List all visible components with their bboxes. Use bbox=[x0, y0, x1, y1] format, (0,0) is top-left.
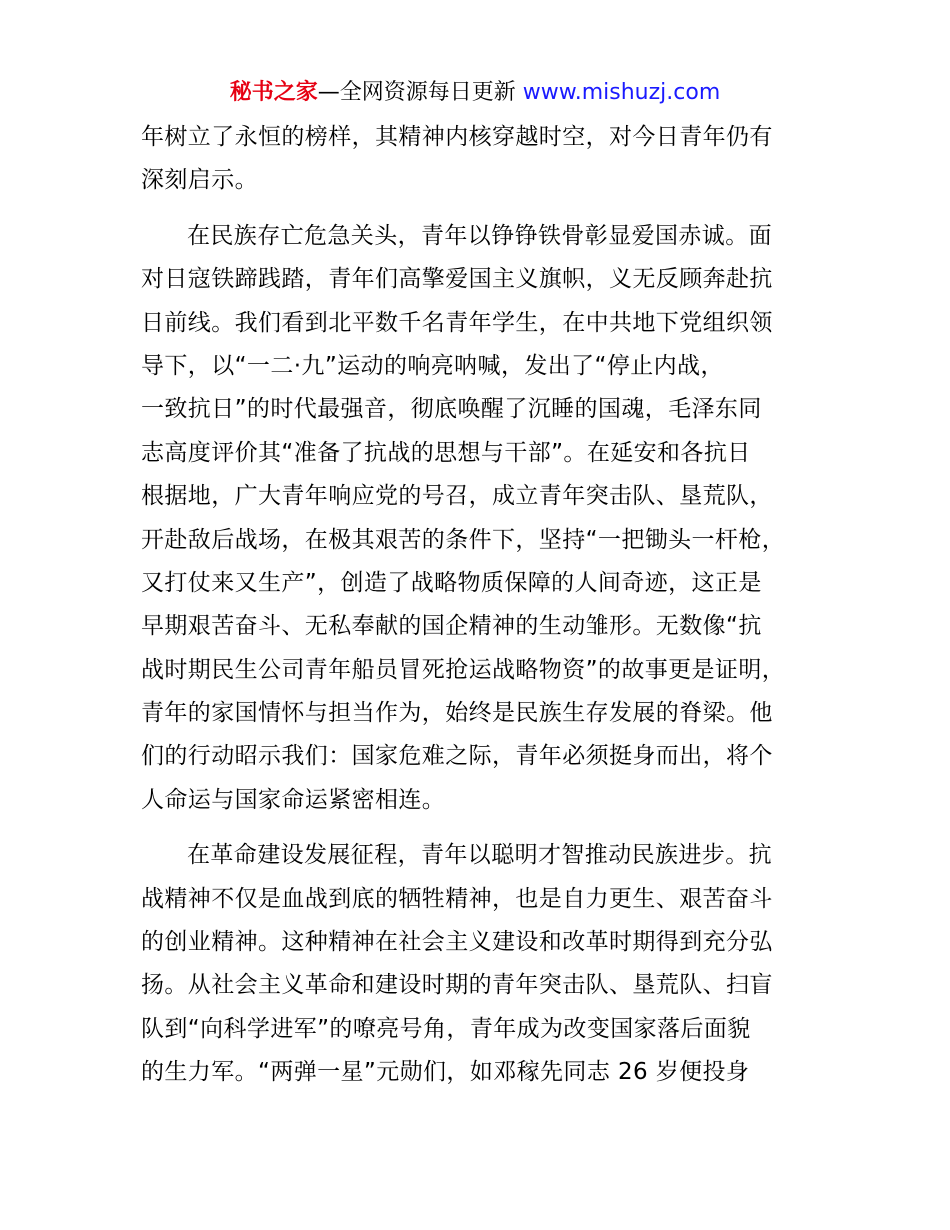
text-line: 深刻启示。 bbox=[141, 167, 258, 194]
site-header bbox=[0, 78, 950, 108]
text-line: 的生力军。“两弹一星”元勋们，如邓稼先同志 26 岁便投身 bbox=[141, 1059, 750, 1086]
text-line: 在革命建设发展征程，青年以聪明才智推动民族进步。抗 bbox=[187, 842, 772, 869]
paragraph-1 bbox=[141, 116, 831, 203]
text-line: 们的行动昭示我们：国家危难之际，青年必须挺身而出，将个 bbox=[141, 743, 773, 770]
text-line: 战精神不仅是血战到底的牺牲精神，也是自力更生、艰苦奋斗 bbox=[141, 885, 773, 912]
text-line: 人命运与国家命运紧密相连。 bbox=[141, 786, 446, 813]
text-line: 青年的家国情怀与担当作为，始终是民族生存发展的脊梁。他 bbox=[141, 700, 773, 727]
text-line: 队到“向科学进军”的嘹亮号角，青年成为改变国家落后面貌 bbox=[141, 1015, 751, 1042]
site-url-link[interactable]: www.mishuzj.com bbox=[522, 80, 721, 105]
text-line: 根据地，广大青年响应党的号召，成立青年突击队、垦荒队， bbox=[141, 483, 773, 510]
text-line: 年树立了永恒的榜样，其精神内核穿越时空，对今日青年仍有 bbox=[141, 124, 773, 150]
text-line: 日前线。我们看到北平数千名青年学生，在中共地下党组织领 bbox=[141, 309, 773, 336]
paragraph-2 bbox=[141, 215, 831, 822]
text-line: 志高度评价其“准备了抗战的思想与干部”。在延安和各抗日 bbox=[141, 439, 751, 466]
text-line: 开赴敌后战场，在极其艰苦的条件下，坚持“一把锄头一杆枪， bbox=[141, 526, 786, 553]
text-line: 扬。从社会主义革命和建设时期的青年突击队、垦荒队、扫盲 bbox=[141, 972, 773, 999]
text-line: 对日寇铁蹄践踏，青年们高擎爱国主义旗帜，义无反顾奔赴抗 bbox=[141, 266, 773, 293]
text-line: 在民族存亡危急关头，青年以铮铮铁骨彰显爱国赤诚。面 bbox=[187, 222, 772, 249]
text-line: 战时期民生公司青年船员冒死抢运战略物资”的故事更是证明， bbox=[141, 656, 786, 683]
text-line: 一致抗日”的时代最强音，彻底唤醒了沉睡的国魂，毛泽东同 bbox=[141, 396, 762, 423]
brand-name: 秘书之家 bbox=[229, 80, 318, 105]
text-line: 又打仗来又生产”，创造了战略物质保障的人间奇迹，这正是 bbox=[141, 569, 762, 596]
header-tagline: —全网资源每日更新 bbox=[317, 80, 523, 105]
text-line: 早期艰苦奋斗、无私奉献的国企精神的生动雏形。无数像“抗 bbox=[141, 613, 762, 640]
text-line: 导下，以“一二·九”运动的响亮呐喊，发出了“停止内战， bbox=[141, 352, 724, 379]
document-body bbox=[141, 116, 831, 1095]
paragraph-3 bbox=[141, 834, 831, 1094]
text-line: 的创业精神。这种精神在社会主义建设和改革时期得到充分弘 bbox=[141, 929, 773, 956]
